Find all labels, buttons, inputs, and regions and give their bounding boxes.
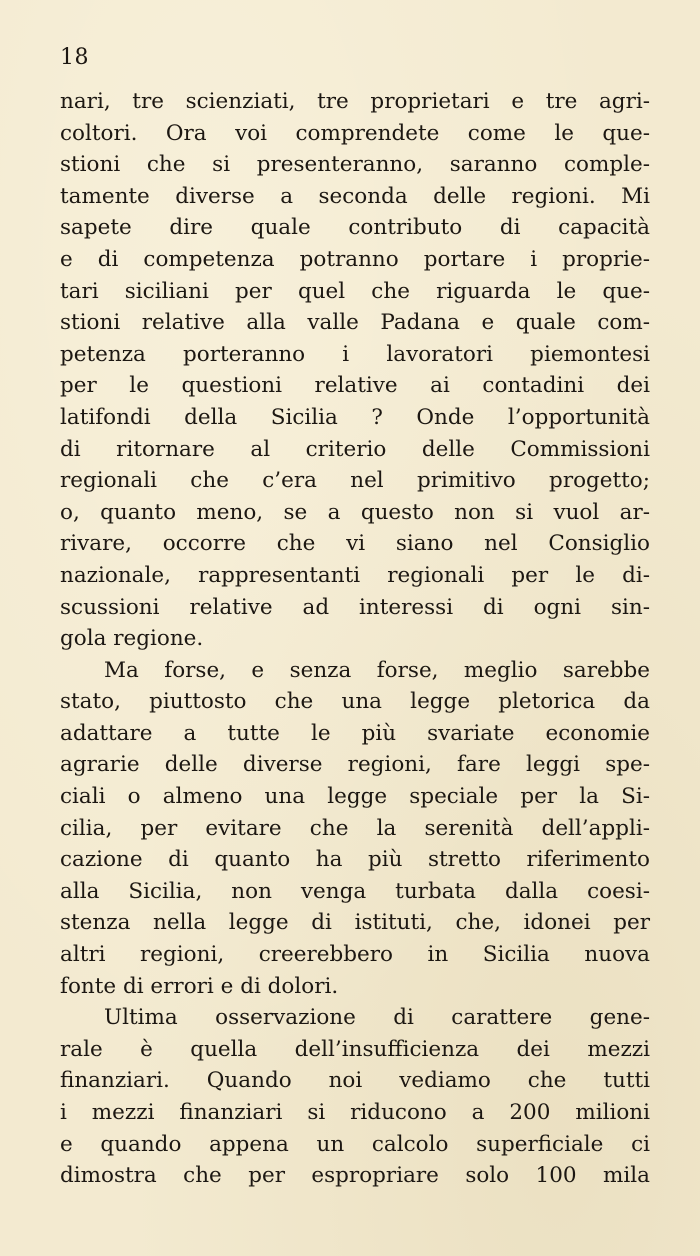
text-line: rale è quella dell’insufficienza dei mezzi	[60, 1036, 650, 1062]
text-line: cazione di quanto ha più stretto riferimento	[60, 847, 650, 873]
text-line: tamente diverse a seconda delle regioni. Mi	[60, 183, 650, 209]
text-line: di ritornare al criterio delle Commissioni	[60, 436, 650, 462]
text-line: stato, piuttosto che una legge pletorica da	[60, 689, 650, 715]
text-line: regionali che c’era nel primitivo progetto;	[60, 468, 650, 494]
text-line: per le questioni relative ai contadini dei	[60, 373, 650, 399]
text-line: dimostra che per espropriare solo 100 mila	[60, 1163, 650, 1189]
text-line: altri regioni, creerebbero in Sicilia nuova	[60, 942, 650, 968]
text-line: adattare a tutte le più svariate economie	[60, 720, 650, 746]
text-line: fonte di errori e di dolori.	[60, 973, 339, 999]
text-line: coltori. Ora voi comprendete come le que-	[60, 120, 650, 146]
text-line: stioni che si presenteranno, saranno comple-	[60, 152, 650, 178]
text-line: e di competenza potranno portare i proprie-	[60, 246, 650, 272]
text-line: stenza nella legge di istituti, che, idonei per	[60, 910, 650, 936]
text-line: Ma forse, e senza forse, meglio sarebbe	[104, 657, 650, 683]
text-line: rivare, occorre che vi siano nel Consiglio	[60, 531, 650, 557]
text-line: scussioni relative ad interessi di ogni sin-	[60, 594, 650, 620]
text-line: agrarie delle diverse regioni, fare leggi spe-	[60, 752, 650, 778]
text-line: i mezzi finanziari si riducono a 200 milioni	[60, 1100, 650, 1125]
text-line: gola regione.	[60, 626, 204, 652]
text-line: stioni relative alla valle Padana e quale com-	[60, 310, 650, 336]
body-text	[60, 86, 650, 1192]
text-line: Ultima osservazione di carattere gene-	[104, 1005, 650, 1031]
text-line: ciali o almeno una legge speciale per la Si-	[60, 784, 650, 810]
text-line: petenza porteranno i lavoratori piemontesi	[60, 341, 650, 367]
text-line: sapete dire quale contributo di capacità	[60, 215, 650, 241]
text-line: alla Sicilia, non venga turbata dalla coesi-	[60, 878, 650, 904]
text-line: o, quanto meno, se a questo non si vuol ar-	[60, 499, 650, 525]
text-line: latifondi della Sicilia ? Onde l’opportunità	[60, 404, 650, 430]
text-line: tari siciliani per quel che riguarda le que-	[60, 278, 650, 304]
page-number: 18	[60, 45, 89, 70]
text-line: e quando appena un calcolo superficiale ci	[60, 1131, 650, 1157]
text-line: cilia, per evitare che la serenità dell’appli-	[60, 815, 650, 841]
text-line: nari, tre scienziati, tre proprietari e tre agri-	[60, 89, 650, 114]
text-line: finanziari. Quando noi vediamo che tutti	[60, 1068, 650, 1094]
text-line: nazionale, rappresentanti regionali per le di-	[60, 562, 650, 588]
